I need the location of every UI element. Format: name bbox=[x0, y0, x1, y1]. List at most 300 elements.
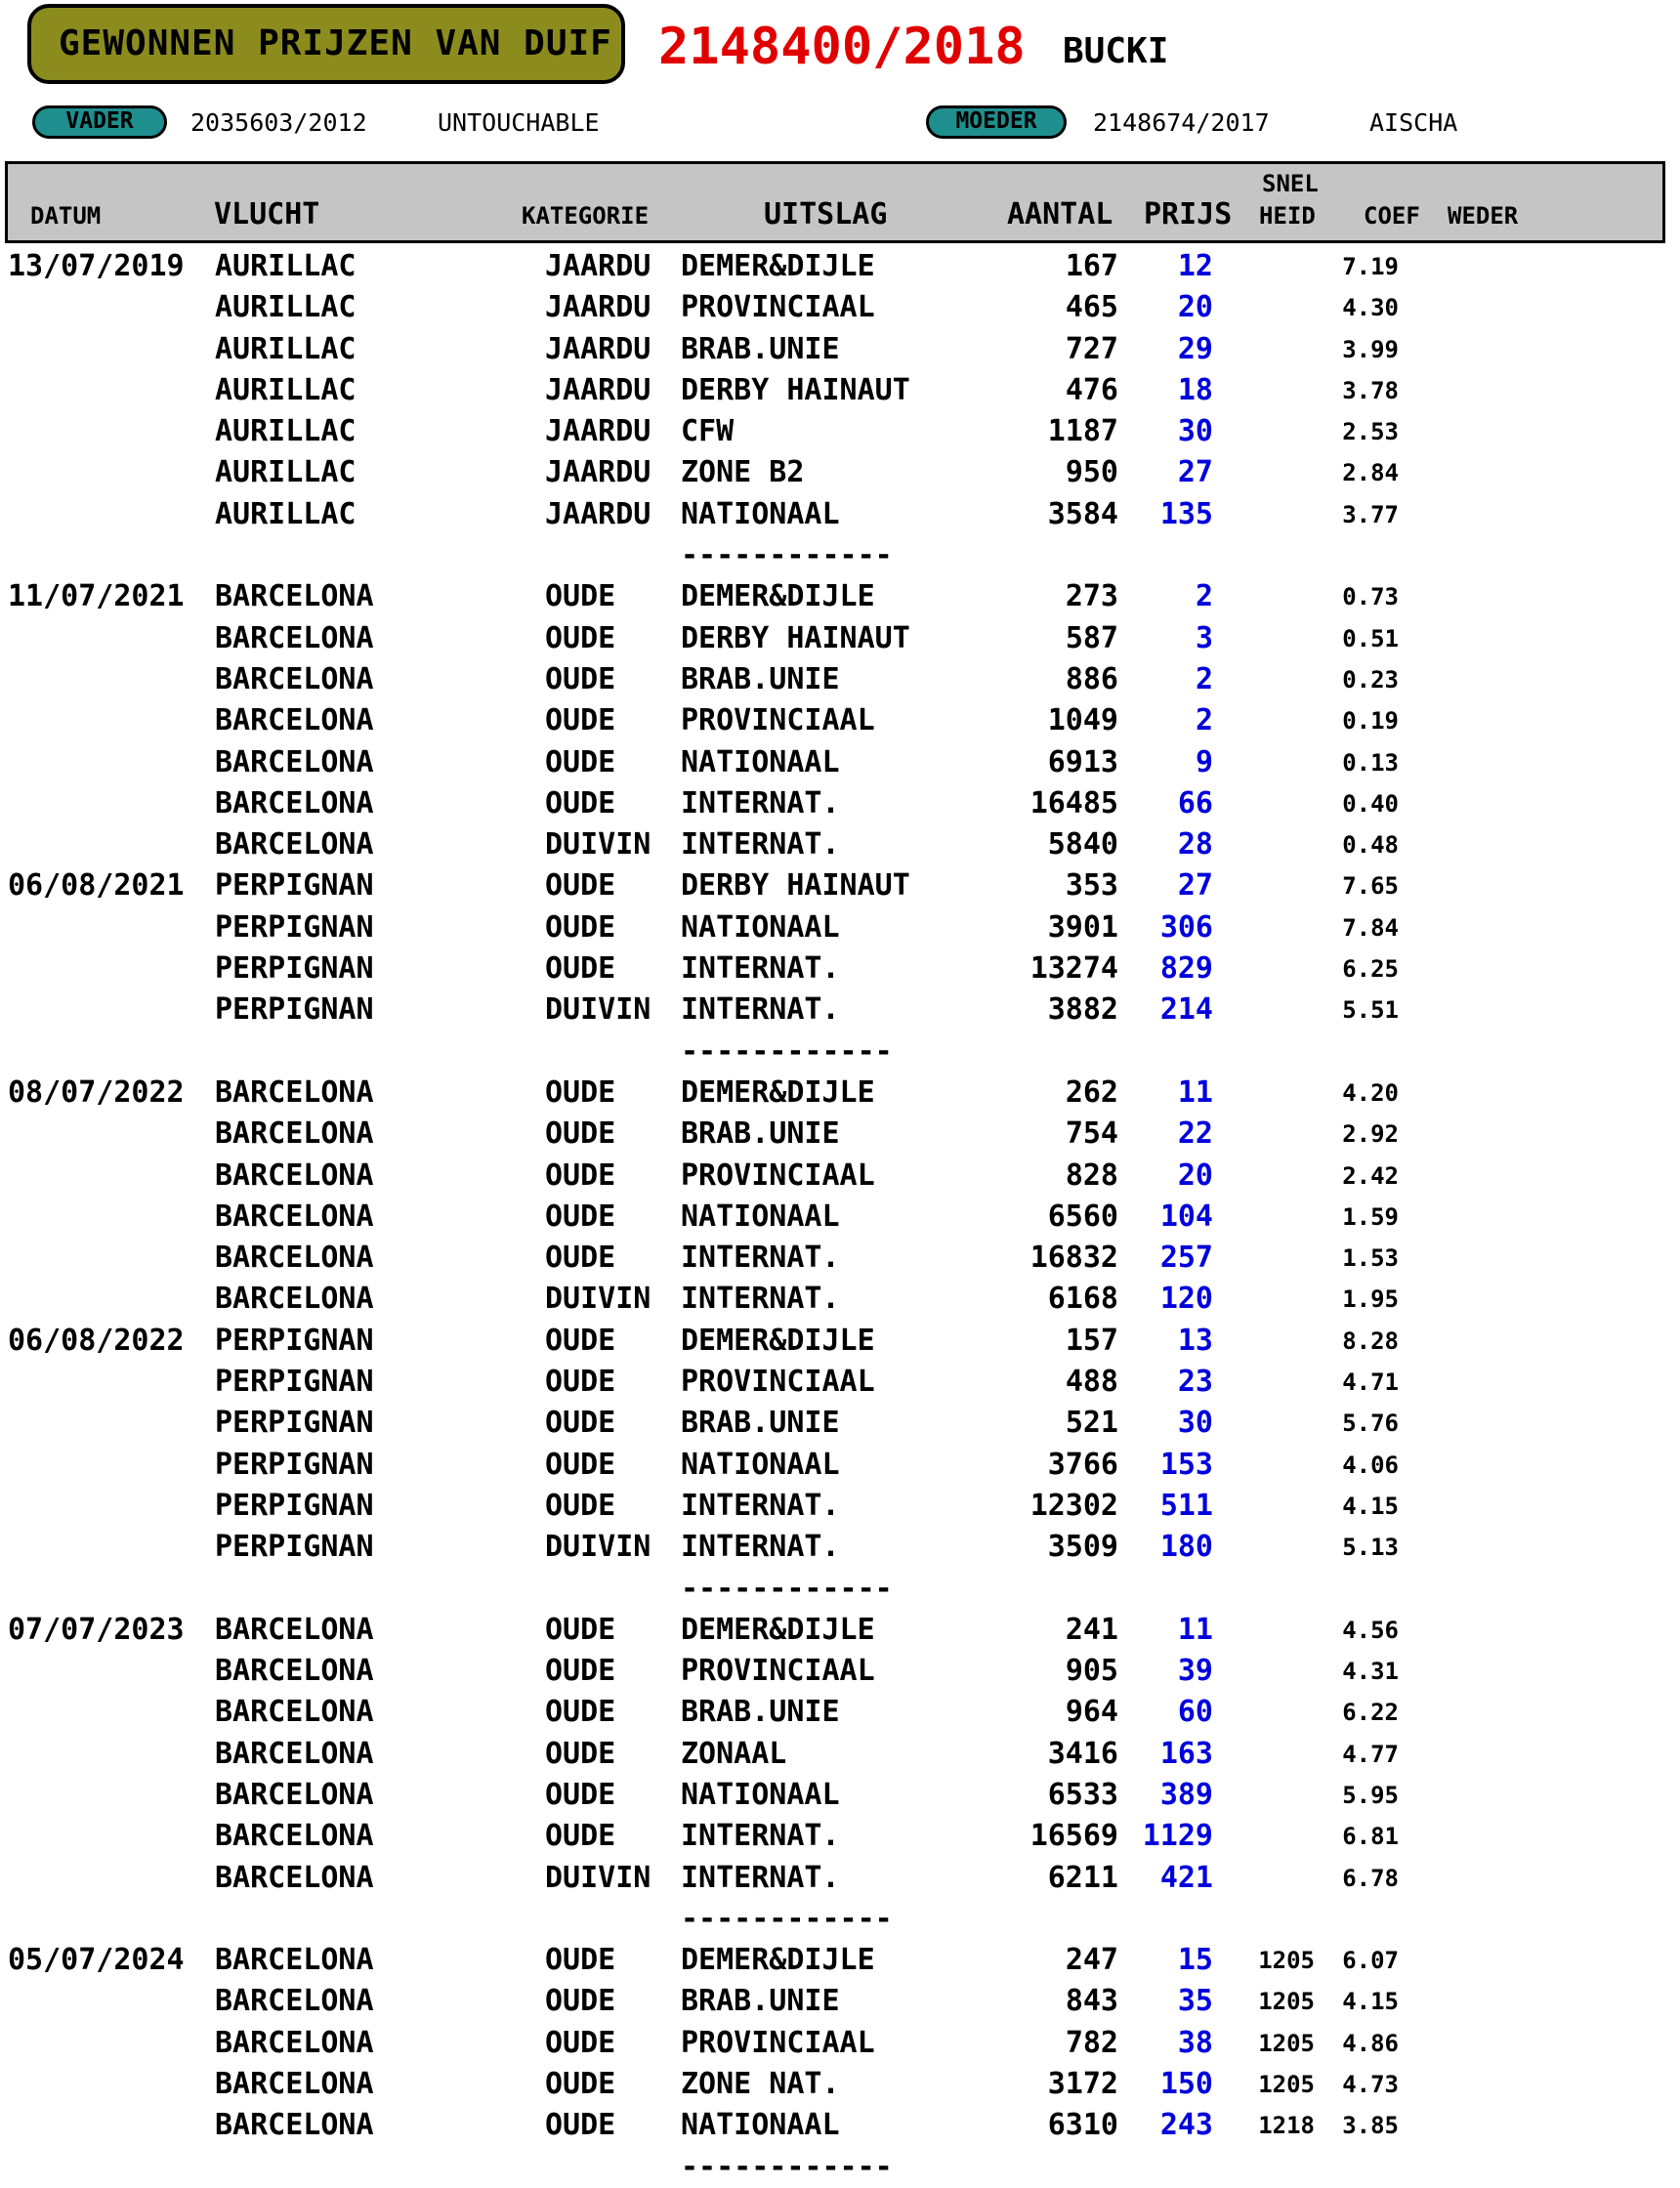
table-row bbox=[0, 246, 1680, 287]
column-header-coef: COEF bbox=[1364, 202, 1420, 230]
separator-row bbox=[0, 2147, 1680, 2188]
cell-uitslag: PROVINCIAAL bbox=[681, 2025, 875, 2060]
cell-coef: 3.77 bbox=[1342, 500, 1399, 528]
cell-coef: 4.15 bbox=[1342, 1492, 1399, 1520]
separator-row bbox=[0, 1031, 1680, 1073]
cell-uitslag: DEMER&DIJLE bbox=[681, 1074, 875, 1110]
table-row bbox=[0, 1197, 1680, 1238]
cell-prijs: 23 bbox=[1177, 1365, 1213, 1400]
table-row bbox=[0, 1321, 1680, 1362]
cell-uitslag: NATIONAAL bbox=[681, 2108, 840, 2143]
cell-prijs: 13 bbox=[1177, 1323, 1213, 1358]
pigeon-name: BUCKI bbox=[1063, 31, 1169, 71]
cell-vlucht: AURILLAC bbox=[215, 290, 357, 325]
cell-uitslag: BRAB.UNIE bbox=[681, 1984, 840, 2019]
table-row bbox=[0, 287, 1680, 328]
cell-aantal: 16569 bbox=[1029, 1819, 1118, 1854]
table-row bbox=[0, 1279, 1680, 1320]
table-row bbox=[0, 2064, 1680, 2105]
table-row bbox=[0, 1073, 1680, 1114]
cell-coef: 7.19 bbox=[1342, 253, 1399, 280]
cell-prijs: 306 bbox=[1159, 909, 1213, 945]
cell-uitslag: INTERNAT. bbox=[681, 951, 840, 987]
cell-aantal: 3172 bbox=[1047, 2067, 1118, 2102]
cell-uitslag: INTERNAT. bbox=[681, 1860, 840, 1895]
cell-prijs: 38 bbox=[1177, 2025, 1213, 2060]
cell-coef: 1.59 bbox=[1342, 1202, 1399, 1231]
cell-uitslag: DERBY HAINAUT bbox=[681, 868, 910, 904]
cell-aantal: 167 bbox=[1065, 249, 1118, 283]
cell-coef: 0.23 bbox=[1342, 665, 1399, 694]
cell-kategorie: OUDE bbox=[545, 1612, 616, 1647]
cell-kategorie: OUDE bbox=[545, 1074, 616, 1110]
cell-prijs: 135 bbox=[1159, 496, 1213, 531]
cell-aantal: 3882 bbox=[1047, 992, 1118, 1028]
table-row bbox=[0, 907, 1680, 948]
cell-kategorie: OUDE bbox=[545, 1984, 616, 2019]
cell-kategorie: OUDE bbox=[545, 909, 616, 945]
table-row bbox=[0, 1981, 1680, 2022]
cell-uitslag: INTERNAT. bbox=[681, 992, 840, 1028]
table-row bbox=[0, 618, 1680, 659]
cell-uitslag: DEMER&DIJLE bbox=[681, 1612, 875, 1647]
cell-prijs: 28 bbox=[1177, 827, 1213, 863]
cell-prijs: 22 bbox=[1177, 1116, 1213, 1152]
cell-coef: 6.78 bbox=[1342, 1864, 1399, 1892]
table-row bbox=[0, 576, 1680, 617]
cell-uitslag: BRAB.UNIE bbox=[681, 1695, 840, 1730]
cell-kategorie: DUIVIN bbox=[545, 992, 651, 1028]
cell-vlucht: BARCELONA bbox=[215, 1654, 374, 1689]
table-row bbox=[0, 989, 1680, 1031]
column-header-heid: HEID bbox=[1259, 202, 1316, 230]
cell-prijs: 150 bbox=[1159, 2067, 1213, 2102]
cell-prijs: 30 bbox=[1177, 1406, 1213, 1441]
cell-aantal: 3509 bbox=[1047, 1530, 1118, 1565]
cell-aantal: 843 bbox=[1065, 1984, 1118, 2019]
cell-coef: 7.65 bbox=[1342, 872, 1399, 901]
cell-aantal: 6168 bbox=[1047, 1282, 1118, 1317]
column-header-prijs: PRIJS bbox=[1144, 197, 1233, 231]
cell-coef: 5.13 bbox=[1342, 1534, 1399, 1562]
separator-row bbox=[0, 1899, 1680, 1940]
cell-vlucht: PERPIGNAN bbox=[215, 1488, 374, 1523]
cell-uitslag: NATIONAAL bbox=[681, 1199, 840, 1234]
cell-vlucht: BARCELONA bbox=[215, 1777, 374, 1812]
cell-kategorie: DUIVIN bbox=[545, 1282, 651, 1317]
cell-prijs: 11 bbox=[1177, 1612, 1213, 1647]
column-header-aantal: AANTAL bbox=[1007, 197, 1113, 231]
cell-kategorie: JAARDU bbox=[545, 372, 651, 407]
cell-aantal: 241 bbox=[1065, 1612, 1118, 1647]
cell-kategorie: JAARDU bbox=[545, 290, 651, 325]
cell-kategorie: JAARDU bbox=[545, 249, 651, 283]
cell-prijs: 829 bbox=[1159, 951, 1213, 987]
cell-aantal: 3901 bbox=[1047, 909, 1118, 945]
cell-uitslag: BRAB.UNIE bbox=[681, 1116, 840, 1152]
cell-kategorie: OUDE bbox=[545, 1736, 616, 1771]
cell-uitslag: PROVINCIAAL bbox=[681, 290, 875, 325]
table-row bbox=[0, 452, 1680, 493]
cell-coef: 0.51 bbox=[1342, 624, 1399, 652]
column-header-weder: WEDER bbox=[1448, 202, 1519, 230]
cell-kategorie: OUDE bbox=[545, 1199, 616, 1234]
cell-prijs: 27 bbox=[1177, 868, 1213, 904]
cell-coef: 7.84 bbox=[1342, 913, 1399, 942]
table-row bbox=[0, 1156, 1680, 1197]
table-row bbox=[0, 1651, 1680, 1692]
table-row bbox=[0, 1692, 1680, 1733]
cell-coef: 3.85 bbox=[1342, 2112, 1399, 2140]
cell-uitslag: ZONE B2 bbox=[681, 455, 805, 490]
cell-vlucht: BARCELONA bbox=[215, 827, 374, 863]
cell-prijs: 60 bbox=[1177, 1695, 1213, 1730]
cell-datum: 05/07/2024 bbox=[8, 1943, 185, 1978]
cell-kategorie: OUDE bbox=[545, 2067, 616, 2102]
cell-uitslag: ZONAAL bbox=[681, 1736, 787, 1771]
table-row bbox=[0, 2105, 1680, 2146]
cell-aantal: 3584 bbox=[1047, 496, 1118, 531]
cell-coef: 0.48 bbox=[1342, 831, 1399, 860]
cell-aantal: 476 bbox=[1065, 372, 1118, 407]
vader-ring-number: 2035603/2012 bbox=[190, 108, 367, 137]
table-row bbox=[0, 1816, 1680, 1857]
cell-kategorie: JAARDU bbox=[545, 496, 651, 531]
cell-kategorie: OUDE bbox=[545, 579, 616, 614]
cell-aantal: 488 bbox=[1065, 1365, 1118, 1400]
cell-aantal: 353 bbox=[1065, 868, 1118, 904]
cell-uitslag: NATIONAAL bbox=[681, 496, 840, 531]
vader-name: UNTOUCHABLE bbox=[438, 108, 600, 137]
cell-prijs: 27 bbox=[1177, 455, 1213, 490]
cell-uitslag: DERBY HAINAUT bbox=[681, 372, 910, 407]
cell-vlucht: BARCELONA bbox=[215, 1241, 374, 1276]
cell-prijs: 35 bbox=[1177, 1984, 1213, 2019]
cell-aantal: 6913 bbox=[1047, 744, 1118, 779]
cell-coef: 4.30 bbox=[1342, 294, 1399, 322]
separator-dashes: ------------ bbox=[681, 1901, 893, 1936]
cell-coef: 1.95 bbox=[1342, 1285, 1399, 1314]
cell-kategorie: OUDE bbox=[545, 785, 616, 820]
table-row bbox=[0, 948, 1680, 989]
cell-coef: 2.92 bbox=[1342, 1120, 1399, 1149]
cell-datum: 13/07/2019 bbox=[8, 249, 185, 283]
cell-coef: 6.25 bbox=[1342, 955, 1399, 984]
cell-coef: 2.42 bbox=[1342, 1161, 1399, 1190]
cell-aantal: 16832 bbox=[1029, 1241, 1118, 1276]
cell-prijs: 2 bbox=[1195, 703, 1213, 738]
separator-dashes: ------------ bbox=[681, 1571, 893, 1606]
cell-aantal: 964 bbox=[1065, 1695, 1118, 1730]
column-header-datum: DATUM bbox=[30, 202, 102, 230]
cell-snelheid: 1205 bbox=[1258, 2029, 1315, 2057]
cell-coef: 6.07 bbox=[1342, 1947, 1399, 1975]
cell-uitslag: ZONE NAT. bbox=[681, 2067, 840, 2102]
table-row bbox=[0, 1858, 1680, 1899]
cell-coef: 4.15 bbox=[1342, 1988, 1399, 2016]
table-row bbox=[0, 1114, 1680, 1155]
column-header-kategorie: KATEGORIE bbox=[522, 202, 650, 230]
cell-aantal: 16485 bbox=[1029, 785, 1118, 820]
cell-vlucht: BARCELONA bbox=[215, 703, 374, 738]
column-header-uitslag: UITSLAG bbox=[764, 197, 888, 231]
cell-aantal: 950 bbox=[1065, 455, 1118, 490]
cell-vlucht: BARCELONA bbox=[215, 2025, 374, 2060]
cell-prijs: 421 bbox=[1159, 1860, 1213, 1895]
cell-vlucht: BARCELONA bbox=[215, 1860, 374, 1895]
cell-vlucht: BARCELONA bbox=[215, 1819, 374, 1854]
cell-uitslag: DERBY HAINAUT bbox=[681, 620, 910, 655]
table-row bbox=[0, 1527, 1680, 1568]
cell-uitslag: DEMER&DIJLE bbox=[681, 1943, 875, 1978]
cell-vlucht: AURILLAC bbox=[215, 372, 357, 407]
table-row bbox=[0, 411, 1680, 452]
cell-coef: 5.51 bbox=[1342, 996, 1399, 1025]
cell-prijs: 2 bbox=[1195, 661, 1213, 696]
cell-coef: 2.53 bbox=[1342, 418, 1399, 446]
table-row bbox=[0, 1775, 1680, 1816]
cell-uitslag: INTERNAT. bbox=[681, 1530, 840, 1565]
cell-prijs: 214 bbox=[1159, 992, 1213, 1028]
cell-coef: 8.28 bbox=[1342, 1326, 1399, 1355]
cell-kategorie: OUDE bbox=[545, 1447, 616, 1482]
cell-datum: 08/07/2022 bbox=[8, 1074, 185, 1110]
cell-aantal: 3416 bbox=[1047, 1736, 1118, 1771]
cell-kategorie: OUDE bbox=[545, 703, 616, 738]
vader-badge bbox=[32, 105, 167, 139]
table-row bbox=[0, 824, 1680, 865]
cell-vlucht: BARCELONA bbox=[215, 1282, 374, 1317]
cell-uitslag: DEMER&DIJLE bbox=[681, 249, 875, 283]
cell-aantal: 262 bbox=[1065, 1074, 1118, 1110]
cell-uitslag: NATIONAAL bbox=[681, 1777, 840, 1812]
cell-uitslag: BRAB.UNIE bbox=[681, 661, 840, 696]
cell-prijs: 66 bbox=[1177, 785, 1213, 820]
table-row bbox=[0, 329, 1680, 370]
table-row bbox=[0, 2023, 1680, 2064]
cell-vlucht: BARCELONA bbox=[215, 1612, 374, 1647]
cell-vlucht: BARCELONA bbox=[215, 1984, 374, 2019]
cell-kategorie: OUDE bbox=[545, 1365, 616, 1400]
cell-aantal: 12302 bbox=[1029, 1488, 1118, 1523]
cell-aantal: 905 bbox=[1065, 1654, 1118, 1689]
cell-coef: 0.73 bbox=[1342, 583, 1399, 611]
cell-uitslag: CFW bbox=[681, 414, 735, 449]
cell-vlucht: BARCELONA bbox=[215, 1695, 374, 1730]
cell-kategorie: OUDE bbox=[545, 2025, 616, 2060]
cell-vlucht: BARCELONA bbox=[215, 785, 374, 820]
cell-coef: 0.13 bbox=[1342, 748, 1399, 777]
cell-vlucht: BARCELONA bbox=[215, 1116, 374, 1152]
cell-aantal: 6560 bbox=[1047, 1199, 1118, 1234]
cell-kategorie: OUDE bbox=[545, 1943, 616, 1978]
cell-coef: 4.86 bbox=[1342, 2029, 1399, 2057]
cell-kategorie: JAARDU bbox=[545, 331, 651, 366]
cell-vlucht: PERPIGNAN bbox=[215, 951, 374, 987]
cell-prijs: 20 bbox=[1177, 290, 1213, 325]
cell-coef: 2.84 bbox=[1342, 459, 1399, 487]
cell-kategorie: OUDE bbox=[545, 1654, 616, 1689]
cell-vlucht: AURILLAC bbox=[215, 455, 357, 490]
cell-aantal: 1187 bbox=[1047, 414, 1118, 449]
cell-coef: 4.73 bbox=[1342, 2071, 1399, 2099]
cell-uitslag: NATIONAAL bbox=[681, 1447, 840, 1482]
separator-row bbox=[0, 535, 1680, 576]
cell-vlucht: BARCELONA bbox=[215, 1157, 374, 1193]
cell-kategorie: OUDE bbox=[545, 868, 616, 904]
table-row bbox=[0, 1362, 1680, 1403]
moeder-badge bbox=[926, 105, 1067, 139]
cell-datum: 06/08/2022 bbox=[8, 1323, 185, 1358]
cell-prijs: 257 bbox=[1159, 1241, 1213, 1276]
cell-prijs: 243 bbox=[1159, 2108, 1213, 2143]
cell-vlucht: BARCELONA bbox=[215, 661, 374, 696]
cell-coef: 6.22 bbox=[1342, 1699, 1399, 1727]
cell-kategorie: JAARDU bbox=[545, 455, 651, 490]
cell-vlucht: BARCELONA bbox=[215, 579, 374, 614]
cell-prijs: 39 bbox=[1177, 1654, 1213, 1689]
cell-uitslag: INTERNAT. bbox=[681, 1241, 840, 1276]
cell-aantal: 1049 bbox=[1047, 703, 1118, 738]
table-row bbox=[0, 783, 1680, 824]
table-row bbox=[0, 659, 1680, 700]
cell-snelheid: 1205 bbox=[1258, 2071, 1315, 2099]
table-row bbox=[0, 742, 1680, 783]
cell-aantal: 828 bbox=[1065, 1157, 1118, 1193]
cell-aantal: 782 bbox=[1065, 2025, 1118, 2060]
cell-kategorie: OUDE bbox=[545, 1777, 616, 1812]
cell-aantal: 754 bbox=[1065, 1116, 1118, 1152]
cell-vlucht: AURILLAC bbox=[215, 414, 357, 449]
column-header-vlucht: VLUCHT bbox=[214, 197, 320, 231]
table-row bbox=[0, 494, 1680, 535]
moeder-badge-label: MOEDER bbox=[955, 108, 1037, 134]
cell-vlucht: BARCELONA bbox=[215, 1736, 374, 1771]
cell-vlucht: PERPIGNAN bbox=[215, 1323, 374, 1358]
cell-uitslag: NATIONAAL bbox=[681, 744, 840, 779]
cell-uitslag: INTERNAT. bbox=[681, 1819, 840, 1854]
cell-kategorie: OUDE bbox=[545, 2108, 616, 2143]
cell-vlucht: PERPIGNAN bbox=[215, 992, 374, 1028]
cell-prijs: 20 bbox=[1177, 1157, 1213, 1193]
cell-kategorie: OUDE bbox=[545, 1406, 616, 1441]
cell-prijs: 18 bbox=[1177, 372, 1213, 407]
cell-uitslag: NATIONAAL bbox=[681, 909, 840, 945]
cell-vlucht: BARCELONA bbox=[215, 620, 374, 655]
cell-prijs: 389 bbox=[1159, 1777, 1213, 1812]
cell-aantal: 6533 bbox=[1047, 1777, 1118, 1812]
cell-aantal: 6211 bbox=[1047, 1860, 1118, 1895]
cell-vlucht: BARCELONA bbox=[215, 2067, 374, 2102]
cell-aantal: 587 bbox=[1065, 620, 1118, 655]
cell-prijs: 3 bbox=[1195, 620, 1213, 655]
cell-coef: 4.77 bbox=[1342, 1740, 1399, 1768]
cell-prijs: 1129 bbox=[1142, 1819, 1213, 1854]
cell-prijs: 2 bbox=[1195, 579, 1213, 614]
table-row bbox=[0, 370, 1680, 411]
table-row bbox=[0, 1734, 1680, 1775]
cell-kategorie: OUDE bbox=[545, 744, 616, 779]
cell-aantal: 521 bbox=[1065, 1406, 1118, 1441]
cell-coef: 4.06 bbox=[1342, 1451, 1399, 1479]
cell-uitslag: BRAB.UNIE bbox=[681, 331, 840, 366]
cell-prijs: 104 bbox=[1159, 1199, 1213, 1234]
cell-vlucht: AURILLAC bbox=[215, 249, 357, 283]
cell-kategorie: OUDE bbox=[545, 1819, 616, 1854]
page-title: GEWONNEN PRIJZEN VAN DUIF bbox=[59, 23, 612, 63]
cell-uitslag: INTERNAT. bbox=[681, 1282, 840, 1317]
cell-datum: 07/07/2023 bbox=[8, 1612, 185, 1647]
table-row bbox=[0, 1238, 1680, 1279]
cell-kategorie: DUIVIN bbox=[545, 1860, 651, 1895]
cell-uitslag: INTERNAT. bbox=[681, 785, 840, 820]
table-row bbox=[0, 1940, 1680, 1981]
cell-prijs: 12 bbox=[1177, 249, 1213, 283]
cell-aantal: 465 bbox=[1065, 290, 1118, 325]
cell-prijs: 30 bbox=[1177, 414, 1213, 449]
cell-prijs: 153 bbox=[1159, 1447, 1213, 1482]
separator-row bbox=[0, 1569, 1680, 1610]
separator-dashes: ------------ bbox=[681, 2149, 893, 2184]
cell-aantal: 3766 bbox=[1047, 1447, 1118, 1482]
cell-uitslag: PROVINCIAAL bbox=[681, 703, 875, 738]
cell-datum: 11/07/2021 bbox=[8, 579, 185, 614]
cell-aantal: 157 bbox=[1065, 1323, 1118, 1358]
pigeon-ring-number: 2148400/2018 bbox=[658, 18, 1026, 76]
cell-aantal: 273 bbox=[1065, 579, 1118, 614]
cell-vlucht: BARCELONA bbox=[215, 1943, 374, 1978]
table-row bbox=[0, 1486, 1680, 1527]
cell-vlucht: PERPIGNAN bbox=[215, 1365, 374, 1400]
cell-aantal: 886 bbox=[1065, 661, 1118, 696]
cell-kategorie: OUDE bbox=[545, 620, 616, 655]
cell-vlucht: PERPIGNAN bbox=[215, 1530, 374, 1565]
cell-kategorie: OUDE bbox=[545, 1323, 616, 1358]
table-rows bbox=[0, 246, 1680, 2188]
vader-badge-label: VADER bbox=[65, 108, 134, 134]
cell-coef: 0.19 bbox=[1342, 707, 1399, 736]
cell-vlucht: PERPIGNAN bbox=[215, 909, 374, 945]
moeder-ring-number: 2148674/2017 bbox=[1093, 108, 1270, 137]
cell-uitslag: INTERNAT. bbox=[681, 827, 840, 863]
cell-coef: 0.40 bbox=[1342, 789, 1399, 818]
cell-uitslag: BRAB.UNIE bbox=[681, 1406, 840, 1441]
cell-aantal: 727 bbox=[1065, 331, 1118, 366]
table-row bbox=[0, 1610, 1680, 1651]
separator-dashes: ------------ bbox=[681, 538, 893, 573]
cell-prijs: 11 bbox=[1177, 1074, 1213, 1110]
table-row bbox=[0, 1403, 1680, 1444]
cell-coef: 4.56 bbox=[1342, 1616, 1399, 1644]
cell-coef: 5.76 bbox=[1342, 1410, 1399, 1438]
cell-vlucht: PERPIGNAN bbox=[215, 1447, 374, 1482]
cell-aantal: 5840 bbox=[1047, 827, 1118, 863]
cell-coef: 3.78 bbox=[1342, 376, 1399, 404]
cell-prijs: 29 bbox=[1177, 331, 1213, 366]
cell-vlucht: AURILLAC bbox=[215, 331, 357, 366]
cell-prijs: 120 bbox=[1159, 1282, 1213, 1317]
cell-uitslag: DEMER&DIJLE bbox=[681, 1323, 875, 1358]
cell-vlucht: PERPIGNAN bbox=[215, 868, 374, 904]
cell-coef: 3.99 bbox=[1342, 335, 1399, 363]
cell-kategorie: DUIVIN bbox=[545, 1530, 651, 1565]
cell-kategorie: OUDE bbox=[545, 1695, 616, 1730]
cell-kategorie: DUIVIN bbox=[545, 827, 651, 863]
cell-kategorie: JAARDU bbox=[545, 414, 651, 449]
cell-snelheid: 1205 bbox=[1258, 1947, 1315, 1975]
cell-kategorie: OUDE bbox=[545, 1488, 616, 1523]
cell-uitslag: PROVINCIAAL bbox=[681, 1157, 875, 1193]
